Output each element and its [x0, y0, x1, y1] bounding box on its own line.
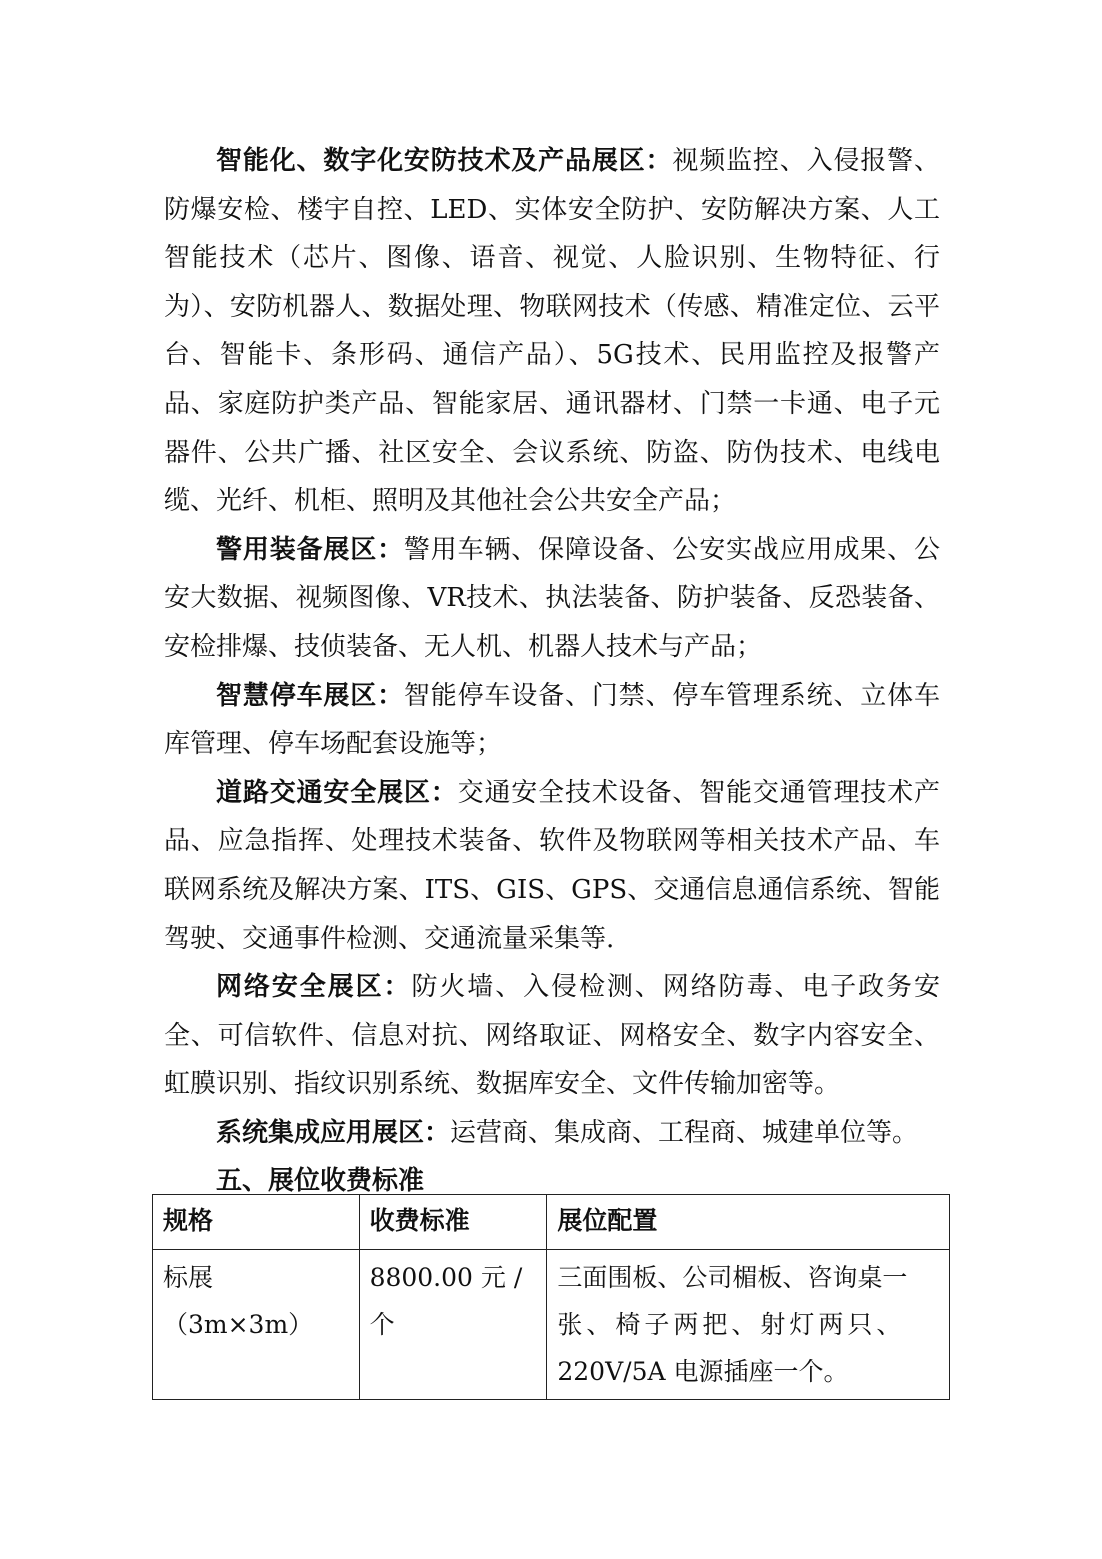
- exhibition-zones: [164, 137, 940, 1206]
- zone-text: 运营商、集成商、工程商、城建单位等。: [450, 1117, 919, 1148]
- config-line: 220V/5A 电源插座一个。: [557, 1357, 849, 1386]
- cell-price: [359, 1250, 547, 1400]
- zone-heading: 道路交通安全展区：: [216, 777, 458, 808]
- config-line: 张、椅子两把、射灯两只、: [557, 1310, 906, 1339]
- zone-paragraph-network-security: [164, 963, 940, 1109]
- zone-paragraph-system-integration: [164, 1109, 940, 1158]
- config-line: 三面围板、公司楣板、咨询桌一: [557, 1263, 908, 1292]
- section-title: 五、展位收费标准: [216, 1166, 425, 1197]
- zone-text: 智能停车设备、门禁、停车管理系统、立体车库管理、停车场配套设施等；: [164, 680, 940, 760]
- zone-paragraph-police-equipment: [164, 526, 940, 672]
- table-header-row: [153, 1195, 950, 1250]
- zone-heading: 警用装备展区：: [216, 534, 404, 565]
- table-row: [153, 1250, 950, 1400]
- zone-heading: 智慧停车展区：: [216, 680, 404, 711]
- price-amount: 8800.00 元 /: [369, 1263, 523, 1292]
- cell-spec: [153, 1250, 360, 1400]
- zone-text: 视频监控、入侵报警、防爆安检、楼宇自控、LED、实体安全防护、安防解决方案、人工智能技术（芯片、图像、语音、视觉、人脸识别、生物特征、行为）、安防机器人、数据处理、物联网技术（传感、精准定位、云平台、智能卡、条形码、通信产品）、5G技术、民用监控及报警产品、家庭防护类产品、智能家居、通讯器材、门禁一卡通、电子元器件、公共广播、社区安全、会议系统、防盗、防伪技术、电线电缆、光纤、机柜、照明及其他社会公共安全产品；: [164, 146, 940, 517]
- spec-name: 标展: [163, 1263, 214, 1292]
- zone-text: 警用车辆、保障设备、公安实战应用成果、公安大数据、视频图像、VR技术、执法装备、防护装备、反恐装备、安检排爆、技侦装备、无人机、机器人技术与产品；: [164, 534, 940, 662]
- zone-heading: 智能化、数字化安防技术及产品展区：: [216, 146, 673, 176]
- header-spec: 规格: [153, 1195, 360, 1250]
- cell-config: [547, 1250, 950, 1400]
- zone-text: 交通安全技术设备、智能交通管理技术产品、应急指挥、处理技术装备、软件及物联网等相关技术产品、车联网系统及解决方案、ITS、GIS、GPS、交通信息通信系统、智能驾驶、交通事件检测、交通流量采集等.: [164, 777, 940, 954]
- header-price: 收费标准: [359, 1195, 547, 1250]
- fee-table: [152, 1194, 950, 1400]
- zone-paragraph-road-traffic: [164, 769, 940, 963]
- zone-text: 防火墙、入侵检测、网络防毒、电子政务安全、可信软件、信息对抗、网络取证、网格安全、数字内容安全、虹膜识别、指纹识别系统、数据库安全、文件传输加密等。: [164, 972, 940, 1100]
- zone-heading: 系统集成应用展区：: [216, 1117, 451, 1148]
- price-unit: 个: [369, 1310, 395, 1339]
- zone-paragraph-smart-security: [164, 137, 940, 526]
- zone-paragraph-smart-parking: [164, 672, 940, 769]
- spec-size: （3m×3m）: [163, 1310, 314, 1339]
- header-config: 展位配置: [547, 1195, 950, 1250]
- zone-heading: 网络安全展区：: [216, 972, 412, 1003]
